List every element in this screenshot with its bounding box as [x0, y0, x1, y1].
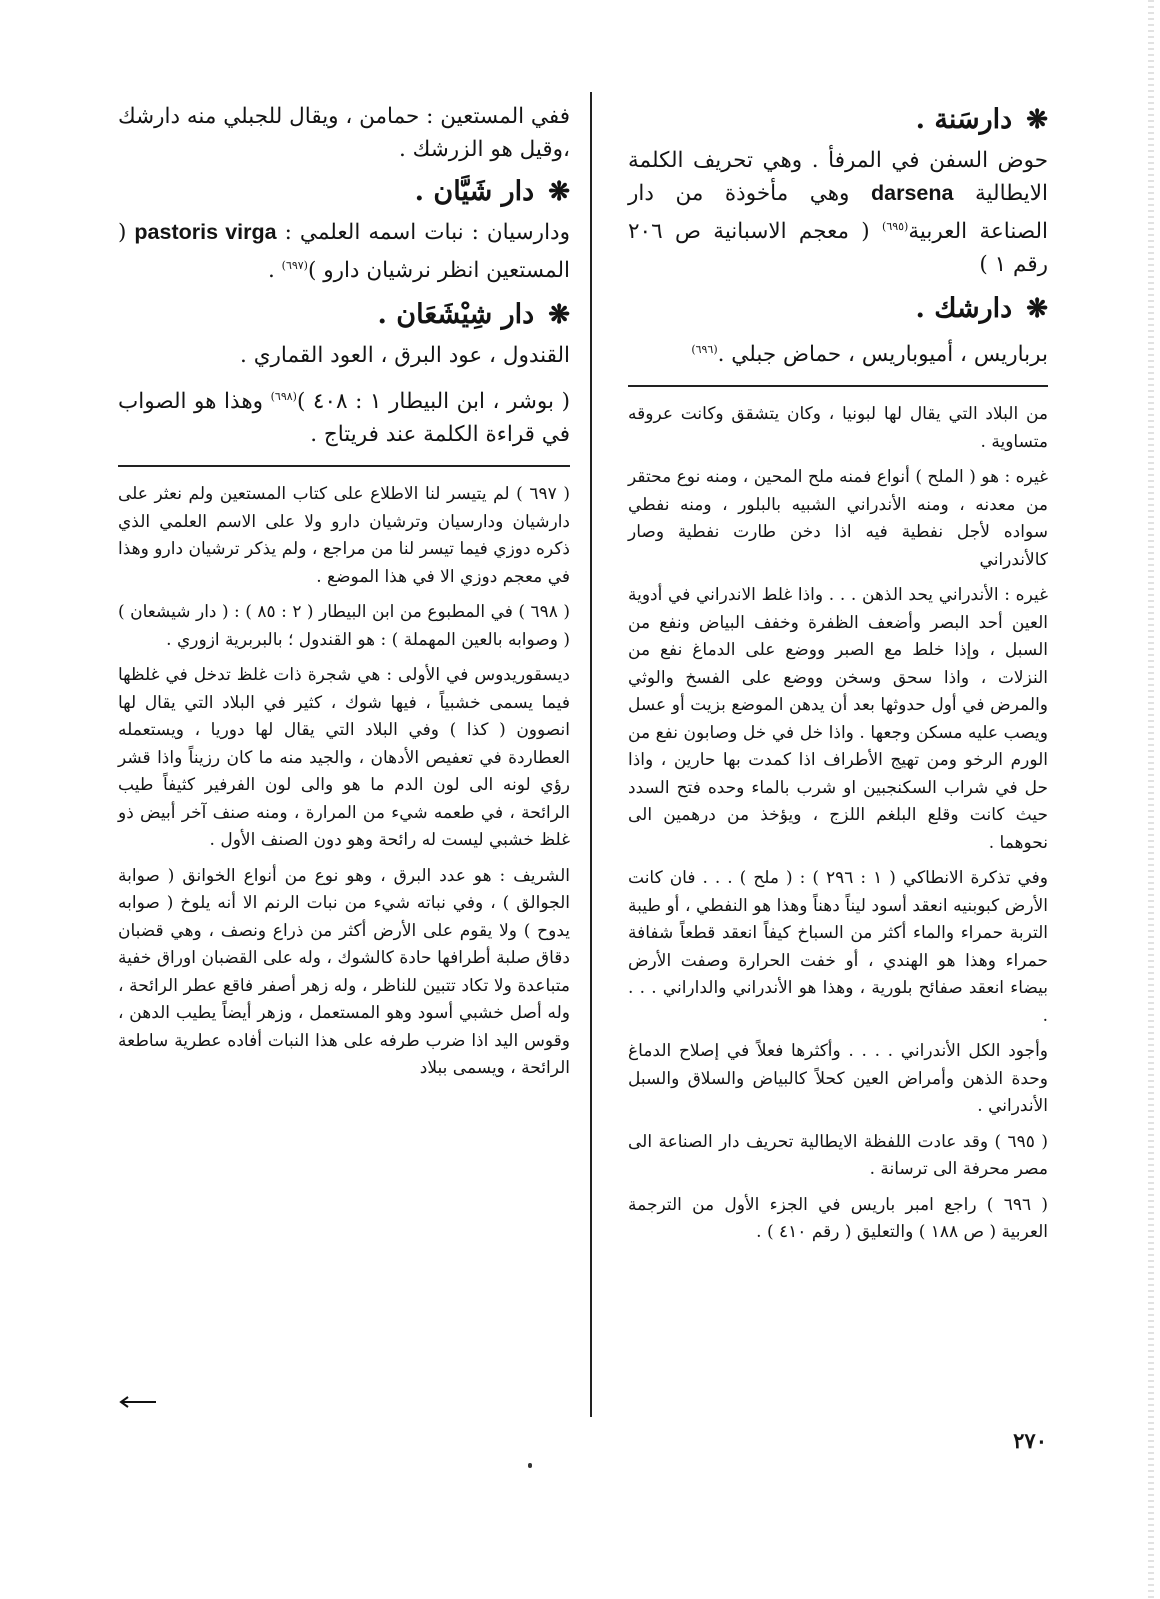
entry-text: ودارسيان : نبات اسمه العلمي : pastoris virga ( المستعين انظر نرشيان دارو )$^{(٦٩٧)}$ . [118, 220, 570, 284]
left-footnotes [118, 481, 570, 654]
right-footnotes [628, 1129, 1048, 1247]
asterisk-flower-icon: ❋ [548, 300, 570, 331]
left-column [118, 100, 570, 1091]
footnote-ref[interactable]: (٦٩٧) [281, 259, 308, 272]
entry-text: برباريس ، أميوباريس ، حماض جبلي .$^{(٦٩٦)}$ [691, 342, 1048, 368]
footnote-ref[interactable]: (٦٩٥) [882, 220, 909, 233]
entry-dar-shayyan [118, 172, 570, 287]
entry-headword: ❋دارشك . [915, 293, 1048, 325]
scan-speck [528, 1463, 532, 1468]
body-paragraph: وأجود الكل الأندراني . . . . وأكثرها فعلاً في إصلاح الدماغ وحدة الذهن وأمراض العين كحلاً كالبياض والسلاق والسبل الأندراني . [628, 1041, 1048, 1117]
entry-text: القندول ، عود البرق ، العود القماري . [240, 343, 570, 369]
entry-text: ( بوشر ، ابن البيطار ١ : ٤٠٨ )$^{(٦٩٨)}$ وهذا هو الصواب في قراءة الكلمة عند فريتاج . [118, 389, 570, 448]
body-paragraph: من البلاد التي يقال لها لبونيا ، وكان يتشقق وكانت عروقه متساوية . [628, 404, 1048, 452]
footnote: ( ٦٩٥ ) وقد عادت اللفظة الايطالية تحريف دار الصناعة الى مصر محرفة الى ترسانة . [628, 1131, 1048, 1180]
body-paragraph: الشريف : هو عدد البرق ، وهو نوع من أنواع الخوانق ( صوابة الجوالق ) ، وفي نباته شيء من نبات الرنم الا أنه يلوخ ( صوابه يدوح ) ولا يقوم على الأرض أكثر من ذراع ونصف ، وهي قضبان دقاق صلبة أطرافها حادة كالشوك ، وله على القضبان اوراق خفية متباعدة ولا تكاد تتبين للناظر ، وله زهر أصفر فاقع عطر الرائحة ، وله أصل خشبي أسود وهو المستعمل ، وزهر أيضاً يطيب الدهن ، وقوس اليد اذا ضرب طرفه على هذا النبات أفاده عطرية ساطعة الرائحة ، ويسمى ببلاد [118, 865, 570, 1079]
body-paragraph: غيره : الأندراني يحد الذهن . . . واذا غلط الاندراني في أدوية العين أحد البصر وأضعف الظفرة وخفف البياض ونفع من السبل ، وإذا خلط مع الصبر ووضع على الدماغ نفع من النزلات ، واذا سحق وسخن ووضع على الفسخ والوثي والمرض في أول حدوثها بعد أن يدهن الموضع بزيت أو عسل ويصب عليه مسكن وجعها . واذا خل في خل وصابون نفع من الورم الرخو ومن تهيج الأطراف اذا كمدت بها حارين ، واذا حل في شراب السكنجبين او شرب بالماء وحده فتح السدد حيث كانت وقلع البلغم اللزج ، ويؤخذ من درهمين الى نحوهما . [628, 585, 1048, 853]
asterisk-flower-icon: ❋ [1026, 294, 1048, 325]
body-paragraph: وفي تذكرة الانطاكي ( ١ : ٢٩٦ ) : ( ملح ) . . . فان كانت الأرض كبوبنيه انعقد أسود ليناً دهناً وهذا هو النفطي ، أو طيبة التربة حمراء والماء أكثر من السباخ كيفاً انعقد قطعاً شفافة حمراء وهذا هو الهندي ، أو خفت الحرارة وصفت الأرض بيضاء انعقد صفائح بلورية ، وهذا هو الأندراني والداراني . . . . [628, 868, 1048, 1026]
footnote: ( ٦٩٧ ) لم يتيسر لنا الاطلاع على كتاب المستعين ولم نعثر على دارشيان ودارسيان وترشيان دارو ولا على الاسم العلمي الذي ذكره دوزي فيما تيسر لنا من مراجع ، ولم يذكر ترشيان دارو وهذا في معجم دوزي الا في هذا الموضع . [118, 484, 570, 587]
right-body [628, 401, 1048, 1121]
arrow-left-icon [118, 1396, 158, 1408]
entry-darsana [628, 100, 1048, 281]
intro-text: ففي المستعين : حمامن ، ويقال للجبلي منه دارشك ،وقيل هو الزرشك . [117, 104, 570, 162]
entry-headword: ❋دار شَيَّان . [414, 176, 570, 207]
page-number: ٢٧٠ [1013, 1428, 1047, 1453]
entry-dar-shishaan [118, 295, 570, 451]
footnote: ( ٦٩٦ ) راجع امبر باريس في الجزء الأول من الترجمة العربية ( ص ١٨٨ ) والتعليق ( رقم ٤١٠ ) . [628, 1194, 1048, 1243]
left-body [118, 662, 570, 1083]
body-paragraph: ديسقوريدوس في الأولى : هي شجرة ذات غلظ تدخل في غلظها فيما يسمى خشبياً ، فيها شوك ، كثير في البلاد التي يقال لها انصوون ( كذا ) وفي البلاد التي يقال لها دوريا ، ويستعمله العطاردة في تعفيص الأدهان ، والجيد منه ما كان رزيناً واذا قشر رؤي لونه الى لون الدم ما هو والى لون الفرفير كثيفاً طيب الرائحة ، في طعمه شيء من المرارة ، ومنه صنف آخر أبيض ذو غلظ خشبي ليست له رائحة وهو دون الصنف الأول . [118, 665, 570, 851]
section-rule [628, 385, 1048, 387]
footnote-ref[interactable]: (٦٩٦) [691, 343, 718, 357]
entry-headword: ❋دار شِيْشَعَان . [377, 299, 570, 331]
right-column [628, 100, 1048, 1255]
entry-text: حوض السفن في المرفأ . وهي تحريف الكلمة الايطالية darsena وهي مأخوذة من دار الصناعة العربية$^{(٦٩٥)}$ ( معجم الاسبانية ص ٢٠٦ رقم ١ ) [628, 148, 1048, 278]
column-divider [590, 92, 592, 1417]
latin-term: darsena [870, 181, 954, 205]
section-rule [118, 465, 570, 467]
body-paragraph: غيره : هو ( الملح ) أنواع فمنه ملح المحين ، ومنه نوع محتقر من معدنه ، ومنه الأندراني الشبيه بالبلور ، ومنه نفطي سواده لأجل نفطية فيه اذا دخن طارت نفطية وصار كالأندراني [628, 467, 1048, 570]
footnote-ref[interactable]: (٦٩٨) [270, 390, 297, 404]
asterisk-flower-icon: ❋ [1026, 105, 1048, 135]
footnote: ( ٦٩٨ ) في المطبوع من ابن البيطار ( ٢ : ٨٥ ) : ( دار شيشعان ) ( وصوابه بالعين المهملة ) : هو القندول ؛ بالبربرية ازوري . [118, 602, 570, 650]
entry-headword: ❋دارسَنة . [915, 104, 1048, 135]
latin-term: pastoris virga [134, 220, 277, 244]
entry-darshak [628, 289, 1048, 371]
asterisk-flower-icon: ❋ [548, 177, 570, 207]
scan-edge [1148, 0, 1154, 1599]
